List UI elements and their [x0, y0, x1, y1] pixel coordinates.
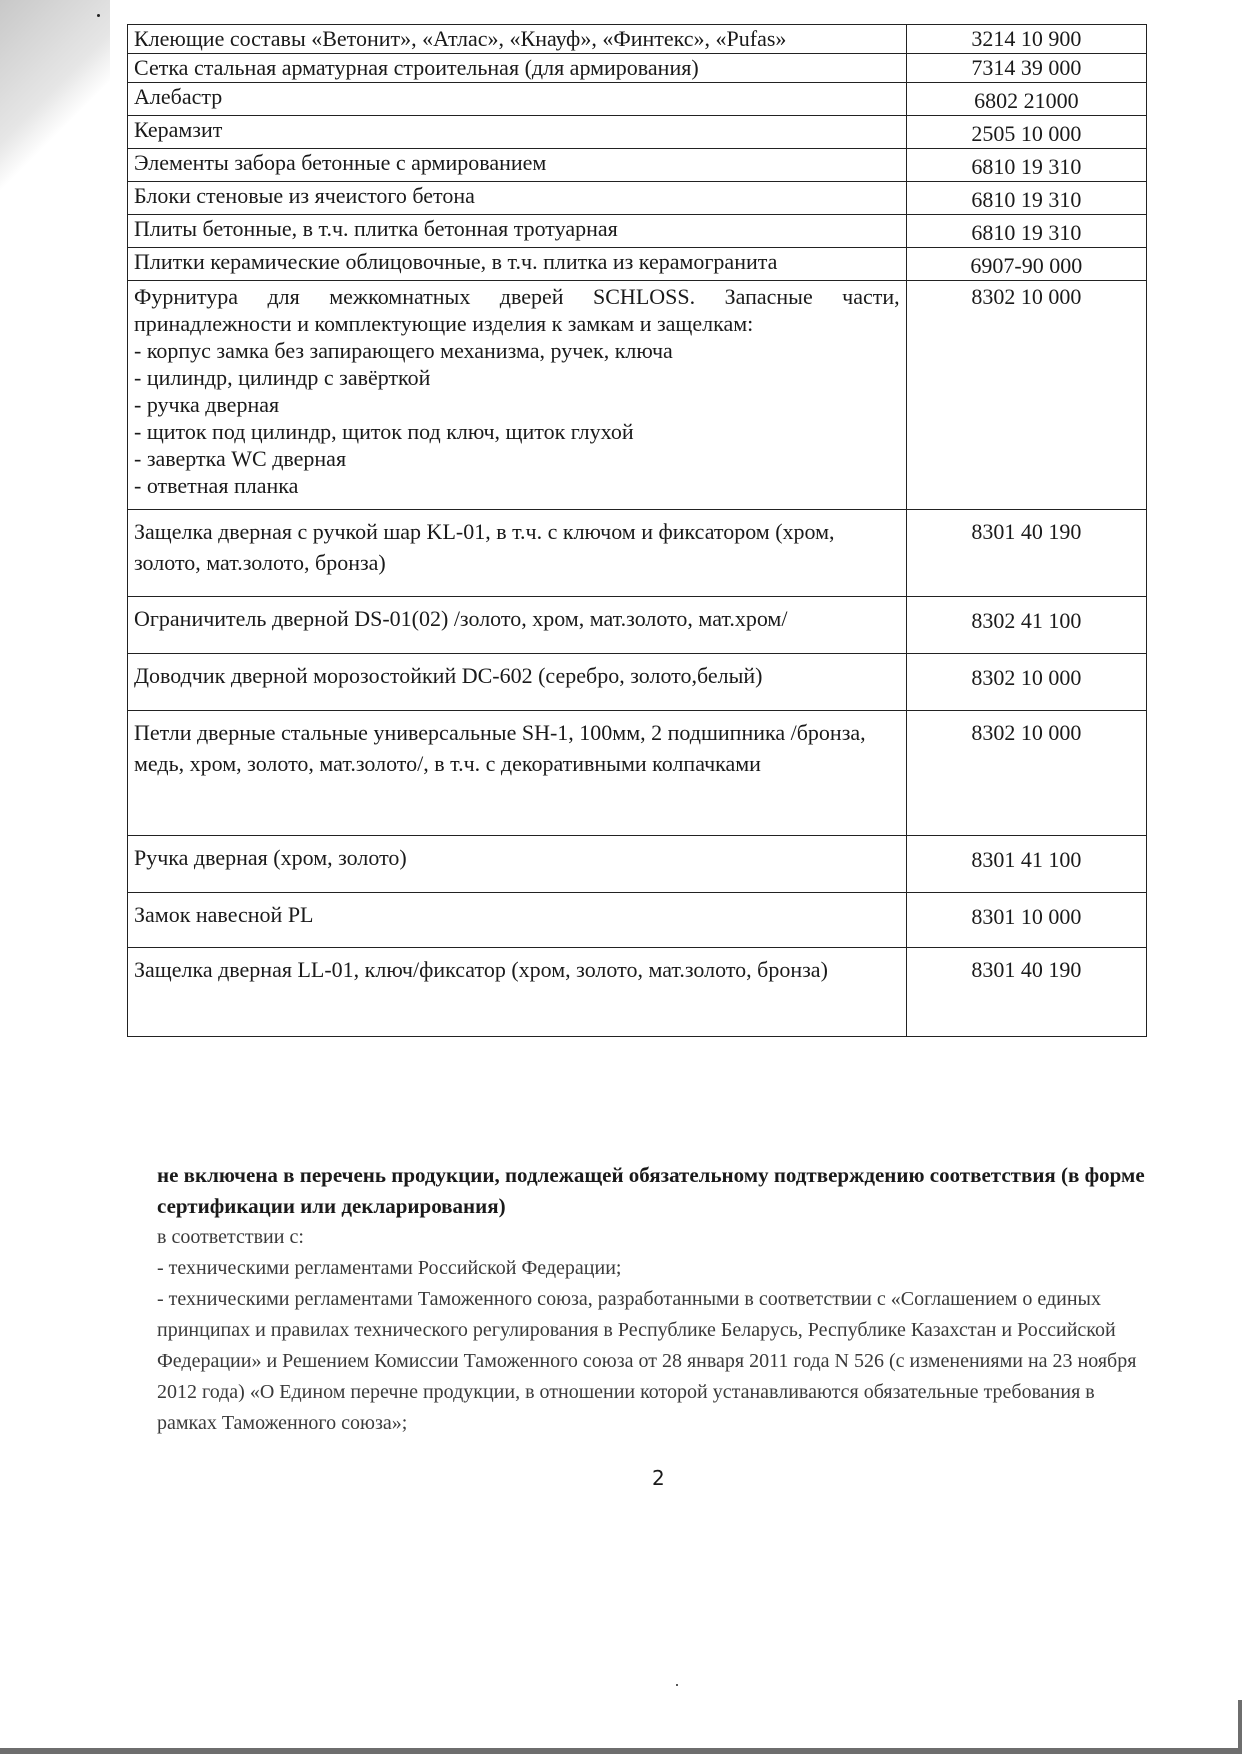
table-row	[128, 597, 1147, 654]
product-name: Керамзит	[128, 116, 907, 149]
hs-code: 8302 10 000	[906, 281, 1146, 510]
hs-code: 3214 10 900	[906, 25, 1146, 54]
table-row	[128, 116, 1147, 149]
conclusion-item: - техническими регламентами Таможенного союза, разработанными в соответствии с «Соглашением о единых принципах и правилах технического регулирования в Республике Беларусь, Республике Казахстан и Российской Федерации» и Решением Комиссии Таможенного союза от 28 января 2011 года N 526 (с изменениями на 23 ноября 2012 года) «О Едином перечне продукции, в отношении которой устанавливаются обязательные требования в рамках Таможенного союза»;	[157, 1288, 1137, 1434]
hs-code: 8302 10 000	[906, 654, 1146, 711]
scan-shadow	[0, 0, 110, 210]
product-name: Элементы забора бетонные с армированием	[128, 149, 907, 182]
product-name: Замок навесной PL	[128, 893, 907, 948]
scan-speck	[676, 1684, 678, 1686]
conclusion-bold-statement: не включена в перечень продукции, подлежащей обязательному подтверждению соответствия (в форме сертификации или декларирования)	[157, 1163, 1145, 1218]
product-name: Алебастр	[128, 83, 907, 116]
goods-table	[127, 24, 1147, 1037]
furniture-item: - завертка WC дверная	[134, 446, 347, 471]
product-name: Доводчик дверной морозостойкий DC-602 (серебро, золото,белый)	[128, 654, 907, 711]
hs-code: 6810 19 310	[906, 215, 1146, 248]
conclusion-item: - техническими регламентами Российской Федерации;	[157, 1257, 622, 1279]
conclusion-intro: в соответствии с:	[157, 1226, 304, 1248]
scan-edge-right	[1238, 1700, 1242, 1754]
product-name: Защелка дверная с ручкой шар KL-01, в т.ч. с ключом и фиксатором (хром, золото, мат.золото, бронза)	[128, 510, 907, 597]
hs-code: 8302 10 000	[906, 711, 1146, 836]
table-row	[128, 510, 1147, 597]
furniture-item: - цилиндр, цилиндр с завёрткой	[134, 365, 431, 390]
table-row	[128, 83, 1147, 116]
page-number: 2	[652, 1466, 665, 1490]
scan-speck	[97, 14, 100, 17]
hs-code: 8301 40 190	[906, 510, 1146, 597]
product-name	[128, 281, 907, 510]
table-row	[128, 54, 1147, 83]
table-row	[128, 836, 1147, 893]
product-name: Плиты бетонные, в т.ч. плитка бетонная тротуарная	[128, 215, 907, 248]
table-row-furniture	[128, 281, 1147, 510]
hs-code: 8301 40 190	[906, 948, 1146, 1037]
table-row	[128, 25, 1147, 54]
furniture-item: - корпус замка без запирающего механизма, ручек, ключа	[134, 338, 673, 363]
hs-code: 6810 19 310	[906, 182, 1146, 215]
hs-code: 8301 41 100	[906, 836, 1146, 893]
furniture-item: - ответная планка	[134, 473, 299, 498]
hs-code: 7314 39 000	[906, 54, 1146, 83]
hs-code: 8302 41 100	[906, 597, 1146, 654]
product-name: Защелка дверная LL-01, ключ/фиксатор (хром, золото, мат.золото, бронза)	[128, 948, 907, 1037]
furniture-heading: Фурнитура для межкомнатных дверей SCHLOSS. Запасные части, принадлежности и комплектующие изделия к замкам и защелкам:	[134, 284, 900, 336]
table-row	[128, 948, 1147, 1037]
conclusion-section	[157, 1160, 1157, 1439]
table-row	[128, 654, 1147, 711]
product-name: Ручка дверная (хром, золото)	[128, 836, 907, 893]
table-row	[128, 182, 1147, 215]
hs-code: 2505 10 000	[906, 116, 1146, 149]
product-name: Ограничитель дверной DS-01(02) /золото, хром, мат.золото, мат.хром/	[128, 597, 907, 654]
product-name: Плитки керамические облицовочные, в т.ч. плитка из керамогранита	[128, 248, 907, 281]
table-row	[128, 215, 1147, 248]
hs-code: 8301 10 000	[906, 893, 1146, 948]
hs-code: 6907-90 000	[906, 248, 1146, 281]
table-row	[128, 248, 1147, 281]
product-name: Блоки стеновые из ячеистого бетона	[128, 182, 907, 215]
product-name: Сетка стальная арматурная строительная (для армирования)	[128, 54, 907, 83]
scan-edge-bottom	[0, 1748, 1242, 1754]
table-row	[128, 711, 1147, 836]
hs-code: 6802 21000	[906, 83, 1146, 116]
furniture-item: - ручка дверная	[134, 392, 280, 417]
furniture-item: - щиток под цилиндр, щиток под ключ, щиток глухой	[134, 419, 634, 444]
product-name: Петли дверные стальные универсальные SH-1, 100мм, 2 подшипника /бронза, медь, хром, золото, мат.золото/, в т.ч. с декоративными колпачками	[128, 711, 907, 836]
table-row	[128, 893, 1147, 948]
table-row	[128, 149, 1147, 182]
product-name: Клеющие составы «Ветонит», «Атлас», «Кнауф», «Финтекс», «Pufas»	[128, 25, 907, 54]
hs-code: 6810 19 310	[906, 149, 1146, 182]
